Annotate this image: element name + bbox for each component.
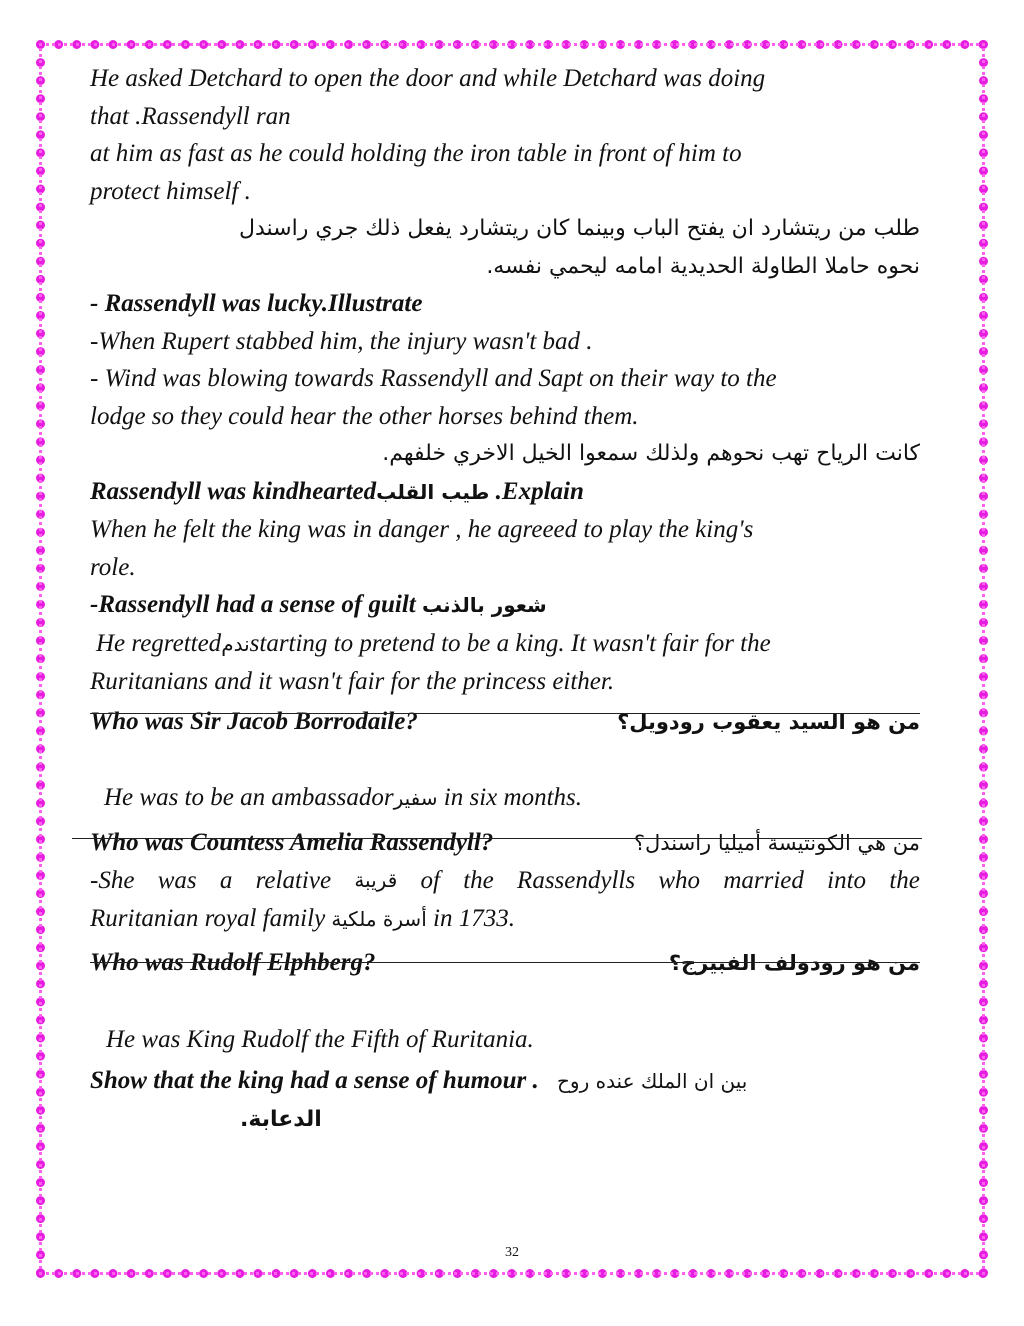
question-arabic: من هو السيد يعقوب رودويل؟: [617, 709, 920, 734]
section-divider: [90, 962, 920, 963]
question-arabic: بين ان الملك عنده روح: [557, 1069, 748, 1093]
question-row: [90, 824, 920, 863]
answer-line: [90, 900, 920, 939]
question-arabic-continued: الدعابة.: [240, 1106, 322, 1132]
heading-text: Rassendyll was kindhearted: [90, 477, 377, 505]
page-number: 32: [505, 1245, 519, 1260]
section-divider: [72, 838, 922, 839]
arabic-term: سفير: [393, 786, 438, 810]
text-line: role.: [90, 553, 136, 581]
word: married: [723, 867, 804, 894]
question-english: Show that the king had a sense of humour .: [90, 1067, 539, 1094]
question-english: Who was Rudolf Elphberg?: [90, 949, 376, 976]
word: the: [889, 867, 920, 894]
text-line: protect himself .: [90, 177, 251, 205]
question-heading: [90, 1062, 920, 1101]
text-fragment: He was to be an ambassador: [104, 784, 394, 811]
text-line: that .Rassendyll ran: [90, 102, 291, 130]
arabic-translation: نحوه حاملا الطاولة الحديدية امامه ليحمي نفسه.: [486, 253, 920, 279]
question-english: Who was Sir Jacob Borrodaile?: [90, 707, 418, 735]
text-fragment: in 1733.: [426, 904, 515, 932]
text-line: at him as fast as he could holding the iron table in front of him to: [90, 140, 742, 167]
word: Rassendylls: [517, 867, 636, 894]
word: -She: [90, 867, 135, 894]
word: relative: [255, 867, 332, 894]
text-line: Ruritanians and it wasn't fair for the princess either.: [90, 668, 615, 695]
text-line: [90, 625, 920, 664]
word: who: [658, 867, 701, 894]
section-divider: [90, 713, 920, 714]
answer-line: He was King Rudolf the Fifth of Ruritania.: [106, 1025, 534, 1053]
arabic-term: أسرة ملكية: [331, 906, 427, 931]
question-heading: [90, 473, 920, 512]
question-heading: - Rassendyll was lucky.Illustrate: [90, 290, 423, 317]
text-fragment: Ruritanian royal family: [90, 904, 332, 932]
text-line: When he felt the king was in danger , he agreeed to play the king's: [90, 516, 754, 543]
text-fragment: starting to pretend to be a king. It wasn't fair for the: [249, 629, 771, 657]
question-heading: [90, 586, 920, 625]
question-arabic: من هو رودولف الفبيرج؟: [668, 951, 920, 975]
arabic-term: طيب القلب: [376, 479, 490, 504]
arabic-translation: كانت الرياح تهب نحوهم ولذلك سمعوا الخيل الاخري خلفهم.: [382, 441, 920, 466]
arabic-term: ندم: [221, 631, 250, 656]
question-row: [90, 703, 920, 742]
question-arabic: من هي الكونتيسة أميليا راسندل؟: [633, 830, 920, 855]
text-fragment: in six months.: [437, 784, 582, 811]
word: a: [219, 867, 233, 894]
arabic-term: قريبة: [354, 868, 398, 892]
heading-text: -Rassendyll had a sense of guilt: [90, 591, 422, 618]
answer-line: [90, 779, 920, 818]
text-fragment: He regretted: [96, 629, 222, 657]
word: was: [157, 867, 197, 894]
word: into: [827, 867, 867, 894]
text-line: lodge so they could hear the other horses behind them.: [90, 402, 639, 430]
page-content: [90, 60, 920, 1138]
answer-line-justified: [90, 862, 920, 900]
question-row: [90, 944, 920, 983]
text-line: - Wind was blowing towards Rassendyll and Sapt on their way to the: [90, 365, 777, 392]
word: the: [463, 867, 494, 894]
text-line: -When Rupert stabbed him, the injury wasn't bad .: [90, 327, 593, 355]
question-english: Who was Countess Amelia Rassendyll?: [90, 828, 494, 856]
heading-text: .Explain: [489, 477, 584, 505]
word: of: [420, 867, 440, 894]
arabic-term: شعور بالذنب: [421, 593, 547, 617]
arabic-translation: طلب من ريتشارد ان يفتح الباب وبينما كان ريتشارد يفعل ذلك جري راسندل: [239, 216, 920, 241]
text-line: He asked Detchard to open the door and while Detchard was doing: [90, 65, 766, 92]
